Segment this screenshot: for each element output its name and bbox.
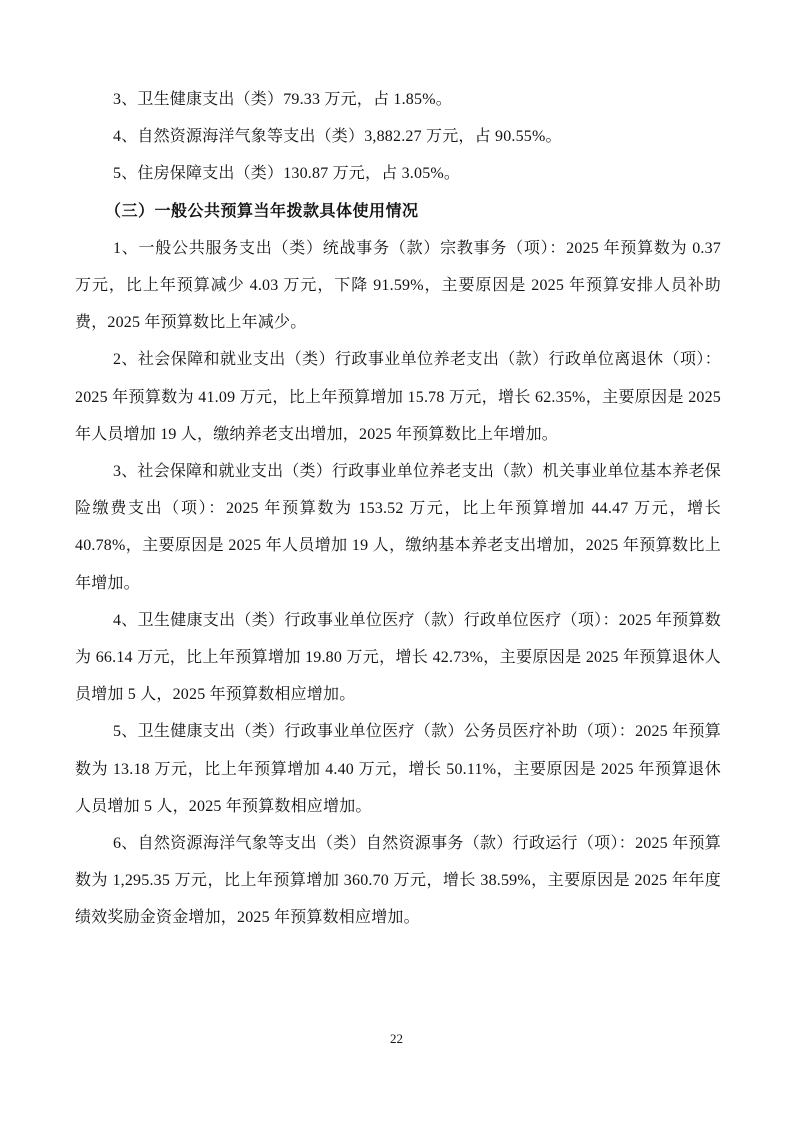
section-heading: （三）一般公共预算当年拨款具体使用情况 xyxy=(105,202,419,220)
page-number: 22 xyxy=(390,1031,403,1046)
paragraph-social-security-retirement: 2、社会保障和就业支出（类）行政事业单位养老支出（款）行政单位离退休（项）：2025 年预算数为 41.09 万元，比上年预算增加 15.78 万元，增长 62.35%，主要原因是 2025 年人员增加 19 人，缴纳养老支出增加，2025 年预算数比上年增加。 xyxy=(75,351,721,443)
paragraph-general-public-services: 1、一般公共服务支出（类）统战事务（款）宗教事务（项）：2025 年预算数为 0.37 万元，比上年预算减少 4.03 万元，下降 91.59%，主要原因是 2025 年预算安排人员补助费，2025 年预算数比上年减少。 xyxy=(75,239,721,332)
paragraph-health-admin-medical: 4、卫生健康支出（类）行政事业单位医疗（款）行政单位医疗（项）：2025 年预算数为 66.14 万元，比上年预算增加 19.80 万元，增长 42.73%，主要原因是 2025 年预算退休人员增加 5 人，2025 年预算数相应增加。 xyxy=(75,611,721,704)
list-item-health-expenditure: 3、卫生健康支出（类）79.33 万元，占 1.85%。 xyxy=(113,91,452,108)
list-item-natural-resources-expenditure: 4、自然资源海洋气象等支出（类）3,882.27 万元，占 90.55%。 xyxy=(113,128,562,146)
page-content xyxy=(75,81,721,937)
paragraph-natural-resources-admin-operation: 6、自然资源海洋气象等支出（类）自然资源事务（款）行政运行（项）：2025 年预算数为 1,295.35 万元，比上年预算增加 360.70 万元，增长 38.59%，主要原因是 2025 年年度绩效奖励金资金增加，2025 年预算数相应增加。 xyxy=(75,835,721,927)
list-item-housing-expenditure: 5、住房保障支出（类）130.87 万元，占 3.05%。 xyxy=(113,165,461,183)
paragraph-health-civil-servant-medical-subsidy: 5、卫生健康支出（类）行政事业单位医疗（款）公务员医疗补助（项）：2025 年预算数为 13.18 万元，比上年预算增加 4.40 万元，增长 50.11%，主要原因是 2025 年预算退休人员增加 5 人，2025 年预算数相应增加。 xyxy=(75,723,721,815)
paragraph-social-security-pension-contribution: 3、社会保障和就业支出（类）行政事业单位养老支出（款）机关事业单位基本养老保险缴费支出（项）：2025 年预算数为 153.52 万元，比上年预算增加 44.47 万元，增长 40.78%，主要原因是 2025 年人员增加 19 人，缴纳基本养老支出增加，2025 年预算数比上年增加。 xyxy=(75,463,721,592)
